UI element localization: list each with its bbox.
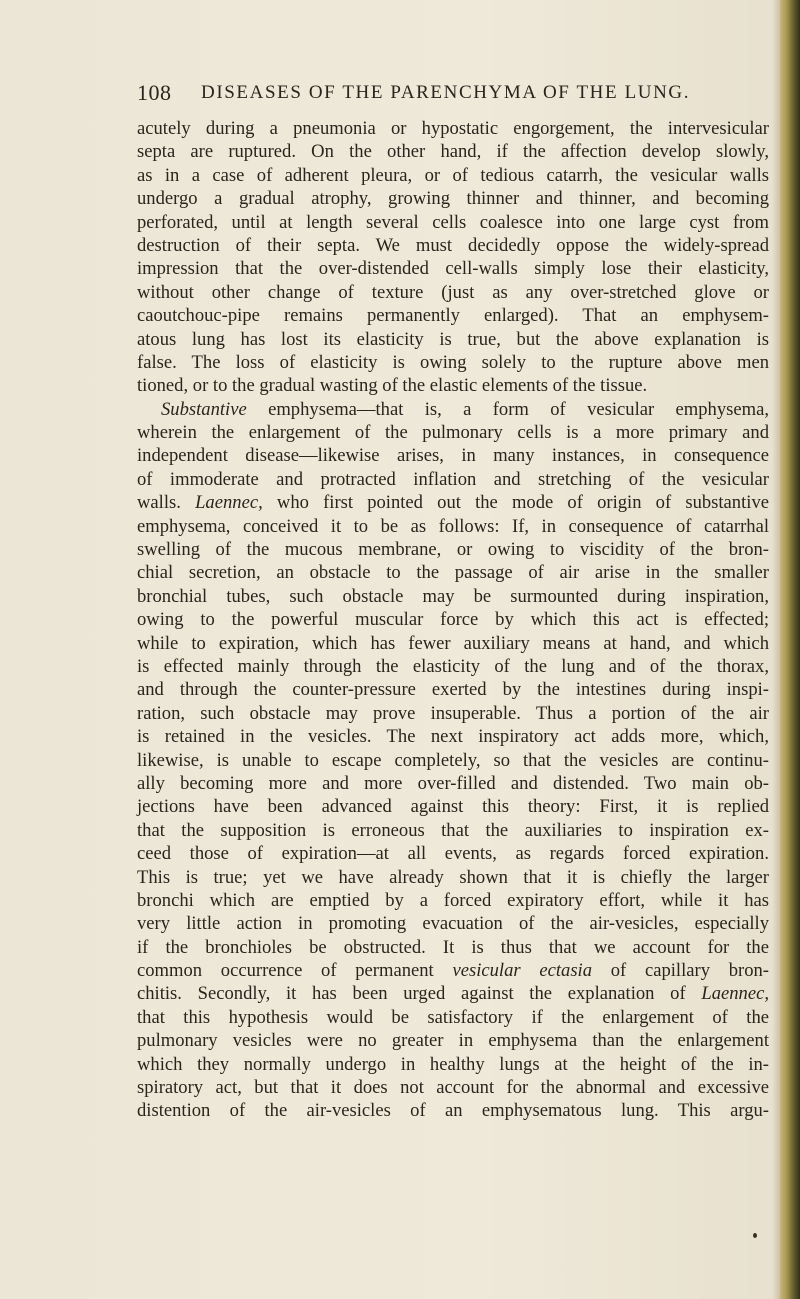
text-line: ally becoming more and more over-filled and distended. Two main ob- — [137, 772, 769, 794]
text-line: independent disease—likewise arises, in many instances, in consequence — [137, 445, 769, 467]
text-line: while to expiration, which has fewer auxiliary means at hand, and which — [137, 632, 769, 654]
text-line: bronchi which are emptied by a forced expiratory effort, while it has — [137, 889, 769, 911]
italic-name: Laennec, — [195, 492, 263, 514]
text-line: likewise, is unable to escape completely, so that the vesicles are continu- — [137, 749, 769, 771]
text-line: perforated, until at length several cells coalesce into one large cyst from — [137, 211, 769, 233]
text-line: ration, such obstacle may prove insuperable. Thus a portion of the air — [137, 702, 769, 724]
page-number: 108 — [137, 80, 172, 105]
text-line: atous lung has lost its elasticity is true, but the above explanation is — [137, 328, 769, 350]
text-line: is effected mainly through the elasticity of the lung and of the thorax, — [137, 655, 769, 677]
text-line: that this hypothesis would be satisfactory if the enlargement of the — [137, 1006, 769, 1028]
text-line: chial secretion, an obstacle to the passage of air arise in the smaller — [137, 562, 769, 584]
text-line: very little action in promoting evacuation of the air-vesicles, especially — [137, 913, 769, 935]
text-line: without other change of texture (just as any over-stretched glove or — [137, 281, 769, 303]
text-line: emphysema, conceived it to be as follows: If, in consequence of catarrhal — [137, 515, 769, 537]
text-line: as in a case of adherent pleura, or of tedious catarrh, the vesicular walls — [137, 164, 769, 186]
text-line: septa are ruptured. On the other hand, if the affection develop slowly, — [137, 141, 769, 163]
italic-term: vesicular ectasia — [452, 960, 593, 982]
text-line: owing to the powerful muscular force by which this act is effected; — [137, 609, 769, 631]
page-gutter-shadow — [772, 0, 780, 1299]
text-line: distention of the air-vesicles of an emphysematous lung. This argu- — [137, 1100, 769, 1122]
text-line: caoutchouc-pipe remains permanently enlarged). That an emphysem- — [137, 305, 769, 327]
ink-speck — [753, 1233, 757, 1238]
text-line: bronchial tubes, such obstacle may be surmounted during inspiration, — [137, 585, 769, 607]
text-line: walls. Laennec, who first pointed out the mode of origin of substantive — [137, 492, 769, 514]
text-line: spiratory act, but that it does not account for the abnormal and excessive — [137, 1077, 769, 1099]
text-line: destruction of their septa. We must decidedly oppose the widely-spread — [137, 234, 769, 256]
text-line: This is true; yet we have already shown that it is chiefly the larger — [137, 866, 769, 888]
text-line: swelling of the mucous membrane, or owing to viscidity of the bron- — [137, 539, 769, 561]
text-line-paragraph-start: Substantive emphysema—that is, a form of vesicular emphysema, — [161, 398, 769, 420]
book-spine-edge — [780, 0, 800, 1299]
text-line: if the bronchioles be obstructed. It is thus that we account for the — [137, 936, 769, 958]
text-line: which they normally undergo in healthy lungs at the height of the in- — [137, 1053, 769, 1075]
text-line: tioned, or to the gradual wasting of the elastic elements of the tissue. — [137, 375, 648, 397]
text-line: ceed those of expiration—at all events, as regards forced expiration. — [137, 843, 769, 865]
body-text — [137, 117, 769, 1123]
italic-term: Substantive — [161, 398, 247, 420]
italic-name: Laennec, — [701, 983, 769, 1005]
text-line: jections have been advanced against this theory: First, it is replied — [137, 796, 769, 818]
running-head: DISEASES OF THE PARENCHYMA OF THE LUNG. — [201, 82, 691, 103]
text-line: undergo a gradual atrophy, growing thinner and thinner, and becoming — [137, 188, 769, 210]
text-line: of immoderate and protracted inflation and stretching of the vesicular — [137, 468, 769, 490]
text-line: common occurrence of permanent vesicular ectasia of capillary bron- — [137, 960, 769, 982]
text-line: that the supposition is erroneous that the auxiliaries to inspiration ex- — [137, 819, 769, 841]
text-line: pulmonary vesicles were no greater in emphysema than the enlargement — [137, 1030, 769, 1052]
text-line: chitis. Secondly, it has been urged against the explanation of Laennec, — [137, 983, 769, 1005]
text-line: acutely during a pneumonia or hypostatic engorgement, the intervesicular — [137, 118, 769, 139]
text-line: wherein the enlargement of the pulmonary cells is a more primary and — [137, 422, 769, 444]
text-line: and through the counter-pressure exerted by the intestines during inspi- — [137, 679, 769, 701]
text-line: false. The loss of elasticity is owing solely to the rupture above men — [137, 351, 769, 373]
text-line: impression that the over-distended cell-walls simply lose their elasticity, — [137, 258, 769, 280]
text-line: is retained in the vesicles. The next inspiratory act adds more, which, — [137, 726, 769, 748]
page-header — [137, 80, 761, 110]
